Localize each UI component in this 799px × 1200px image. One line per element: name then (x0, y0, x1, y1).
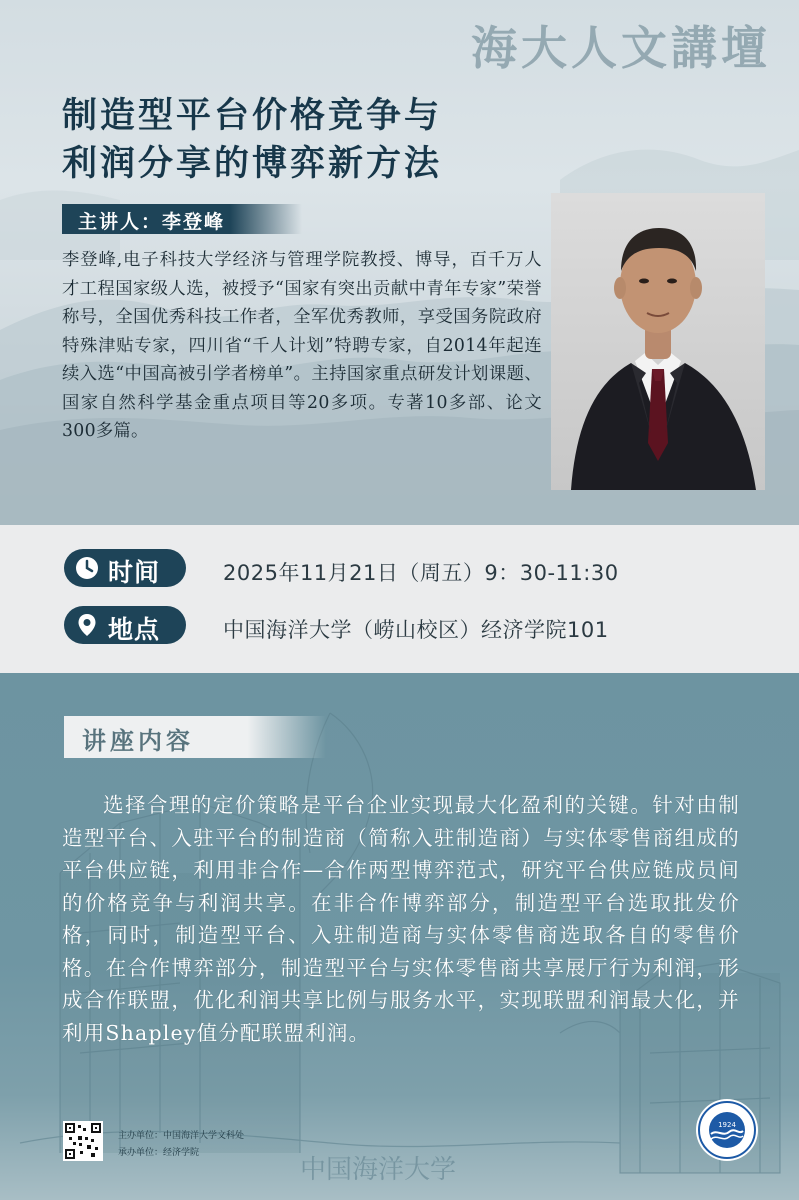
masthead-logo: 海大人文講壇 (471, 21, 771, 75)
location-pin-icon (74, 612, 100, 638)
speaker-bio: 李登峰,电子科技大学经济与管理学院教授、博导，百千万人才工程国家级人选，被授予“国家有突出贡献中青年专家”荣誉称号，全国优秀科技工作者，全军优秀教师，享受国务院政府特殊津贴专家，四川省“千人计划”特聘专家，自2014年起连续入选“中国高被引学者榜单”。主持国家重点研发计划课题、国家自然科学基金重点项目等20多项。专著10多部、论文300多篇。 (62, 250, 542, 441)
seal-year: 1924 (718, 1121, 736, 1129)
speaker-label: 主讲人：李登峰 (78, 211, 226, 233)
section-label: 讲座内容 (82, 727, 194, 755)
university-seal-icon (695, 1098, 759, 1162)
title-line-2: 利润分享的博弈新方法 (62, 143, 443, 184)
place-value: 中国海洋大学（崂山校区）经济学院101 (223, 618, 609, 642)
time-value: 2025年11月21日（周五）9：30-11:30 (223, 561, 619, 585)
host-organization: 主办单位：中国海洋大学文科处 (118, 1131, 245, 1141)
organizing-unit: 承办单位：经济学院 (118, 1148, 200, 1158)
section-header (64, 716, 326, 758)
time-label: 时间 (108, 558, 161, 587)
qr-code (63, 1121, 103, 1161)
content-section (0, 673, 799, 1200)
place-badge (64, 606, 186, 644)
speaker-portrait-icon (551, 193, 765, 490)
clock-icon (74, 555, 100, 581)
speaker-tag (62, 204, 302, 234)
time-badge (64, 549, 186, 587)
campus-calligraphy-mark: 中国海洋大学 (300, 1155, 457, 1185)
qr-code-icon (65, 1123, 101, 1159)
place-label: 地点 (108, 615, 161, 644)
lecture-abstract: 选择合理的定价策略是平台企业实现最大化盈利的关键。针对由制造型平台、入驻平台的制造商（简称入驻制造商）与实体零售商组成的平台供应链，利用非合作—合作两型博弈范式，研究平台供应链成员间的价格竞争与利润共享。在非合作博弈部分，制造型平台选取批发价格，同时，制造型平台、入驻制造商与实体零售商选取各自的零售价格。在合作博弈部分，制造型平台与实体零售商共享展厅行为利润，形成合作联盟，优化利润共享比例与服务水平，实现联盟利润最大化，并利用Shapley值分配联盟利润。 (62, 793, 740, 1045)
header-section (0, 0, 799, 525)
title-line-1: 制造型平台价格竞争与 (62, 95, 443, 136)
speaker-photo (551, 193, 765, 490)
lecture-title (62, 92, 442, 188)
info-section (0, 525, 799, 673)
